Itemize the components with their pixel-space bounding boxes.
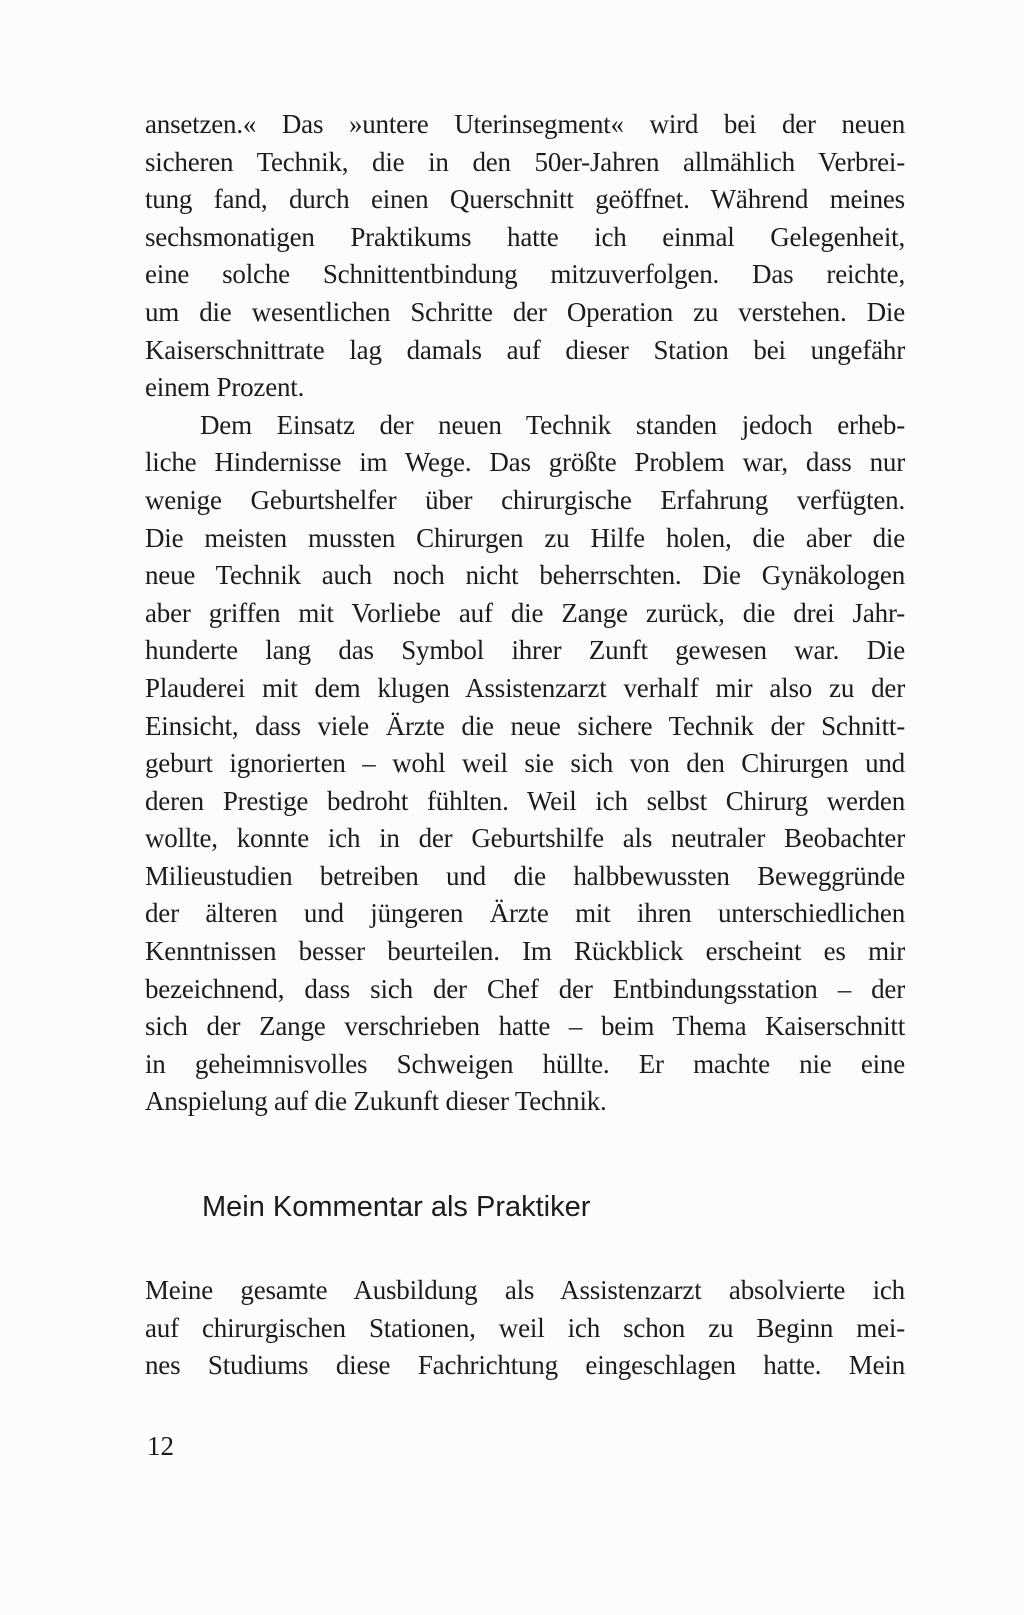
text-line: ansetzen.« Das »untere Uterinsegment« wird bei der neuen: [145, 109, 905, 139]
text-line: wenige Geburtshelfer über chirurgische Erfahrung verfügten.: [145, 484, 905, 515]
page-number: 12: [147, 1431, 174, 1461]
text-line: deren Prestige bedroht fühlten. Weil ich selbst Chirurg werden: [145, 785, 905, 816]
text-line: sicheren Technik, die in den 50er-Jahren allmählich Verbrei-: [145, 146, 905, 177]
text-line: einem Prozent.: [145, 372, 305, 403]
text-line: geburt ignorierten – wohl weil sie sich von den Chirurgen und: [145, 748, 905, 779]
paragraph: [145, 1272, 905, 1385]
text-line: sich der Zange verschrieben hatte – beim Thema Kaiserschnitt: [145, 1011, 905, 1042]
text-line: der älteren und jüngeren Ärzte mit ihren unterschiedlichen: [145, 898, 905, 929]
text-line: Kaiserschnittrate lag damals auf dieser Station bei ungefähr: [145, 334, 905, 365]
text-line: neue Technik auch noch nicht beherrschten. Die Gynäkologen: [145, 560, 905, 591]
text-line: Dem Einsatz der neuen Technik standen jedoch erheb-: [200, 409, 905, 440]
paragraph: [145, 106, 905, 407]
text-column: [145, 106, 905, 1385]
text-line: Milieustudien betreiben und die halbbewussten Beweggründe: [145, 860, 905, 891]
paragraph: [145, 407, 905, 1121]
text-line: auf chirurgischen Stationen, weil ich schon zu Beginn mei-: [145, 1312, 905, 1343]
text-line: um die wesentlichen Schritte der Operation zu verstehen. Die: [145, 296, 905, 327]
text-line: aber griffen mit Vorliebe auf die Zange zurück, die drei Jahr-: [145, 597, 905, 628]
text-line: Einsicht, dass viele Ärzte die neue sichere Technik der Schnitt-: [145, 710, 905, 741]
text-line: Anspielung auf die Zukunft dieser Technik.: [145, 1086, 607, 1117]
text-line: bezeichnend, dass sich der Chef der Entbindungsstation – der: [145, 973, 905, 1004]
text-line: wollte, konnte ich in der Geburtshilfe als neutraler Beobachter: [145, 823, 905, 854]
text-line: eine solche Schnittentbindung mitzuverfolgen. Das reichte,: [145, 259, 905, 290]
text-line: Plauderei mit dem klugen Assistenzarzt verhalf mir also zu der: [145, 672, 905, 703]
text-line: sechsmonatigen Praktikums hatte ich einmal Gelegenheit,: [145, 221, 905, 252]
text-line: liche Hindernisse im Wege. Das größte Problem war, dass nur: [145, 447, 905, 478]
text-line: Die meisten mussten Chirurgen zu Hilfe holen, die aber die: [145, 522, 905, 553]
text-line: tung fand, durch einen Querschnitt geöffnet. Während meines: [145, 184, 905, 215]
text-line: hunderte lang das Symbol ihrer Zunft gewesen war. Die: [145, 635, 905, 666]
text-line: Meine gesamte Ausbildung als Assistenzarzt absolvierte ich: [145, 1275, 905, 1306]
text-line: nes Studiums diese Fachrichtung eingeschlagen hatte. Mein: [145, 1350, 905, 1381]
text-line: in geheimnisvolles Schweigen hüllte. Er machte nie eine: [145, 1048, 905, 1079]
text-line: Kenntnissen besser beurteilen. Im Rückblick erscheint es mir: [145, 936, 905, 967]
section-heading: Mein Kommentar als Praktiker: [202, 1191, 591, 1224]
